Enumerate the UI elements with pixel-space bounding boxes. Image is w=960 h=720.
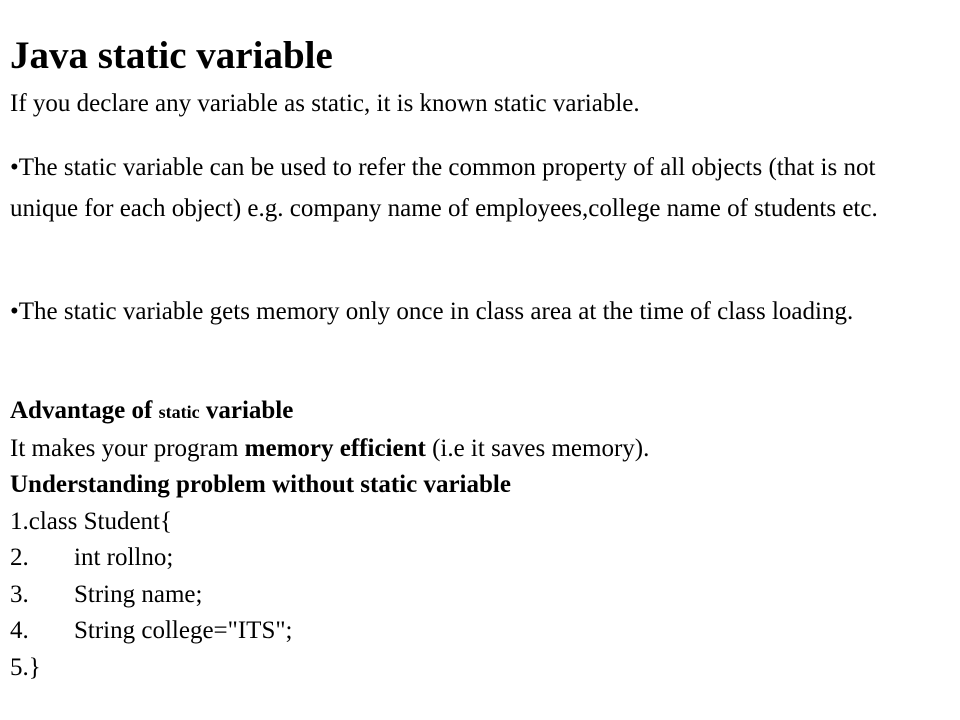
intro-text: If you declare any variable as static, it is known static variable. — [10, 90, 640, 117]
problem-heading: Understanding problem without static variable — [10, 471, 511, 498]
advantage-text-bold: memory efficient — [244, 434, 426, 462]
code-line: 5.} — [10, 653, 41, 681]
bullet-marker: • — [10, 154, 19, 181]
code-line: 1.class Student{ — [10, 507, 172, 535]
code-line-text: String name; — [74, 580, 203, 608]
bullet-text: The static variable gets memory only once in class area at the time of class loading. — [18, 298, 854, 325]
advantage-text — [10, 431, 950, 468]
code-line-number: 4. — [10, 617, 29, 644]
advantage-text-after: (i.e it saves memory). — [425, 434, 650, 462]
slide-title: Java static variable — [10, 34, 333, 77]
advantage-heading — [10, 393, 950, 431]
advantage-heading-keyword: static — [158, 402, 200, 422]
bullet-text: The static variable can be used to refer the common property of all objects (that is not unique for each object) e.g. company name of employees,college name of students etc. — [10, 154, 878, 222]
bullet-marker: • — [10, 298, 19, 325]
advantage-heading-part1: Advantage of — [10, 397, 159, 424]
bullet-item — [10, 291, 940, 332]
content-block — [10, 393, 950, 686]
code-line-text: String college="ITS"; — [74, 617, 293, 644]
bullet-item — [10, 147, 940, 229]
code-line — [10, 577, 950, 614]
advantage-heading-part2: variable — [199, 397, 294, 424]
code-line-number: 3. — [10, 580, 29, 608]
code-line-number: 2. — [10, 544, 29, 571]
code-line — [10, 540, 950, 577]
advantage-text-before: It makes your program — [10, 434, 245, 462]
code-line-text: int rollno; — [74, 544, 174, 571]
code-line — [10, 613, 950, 650]
